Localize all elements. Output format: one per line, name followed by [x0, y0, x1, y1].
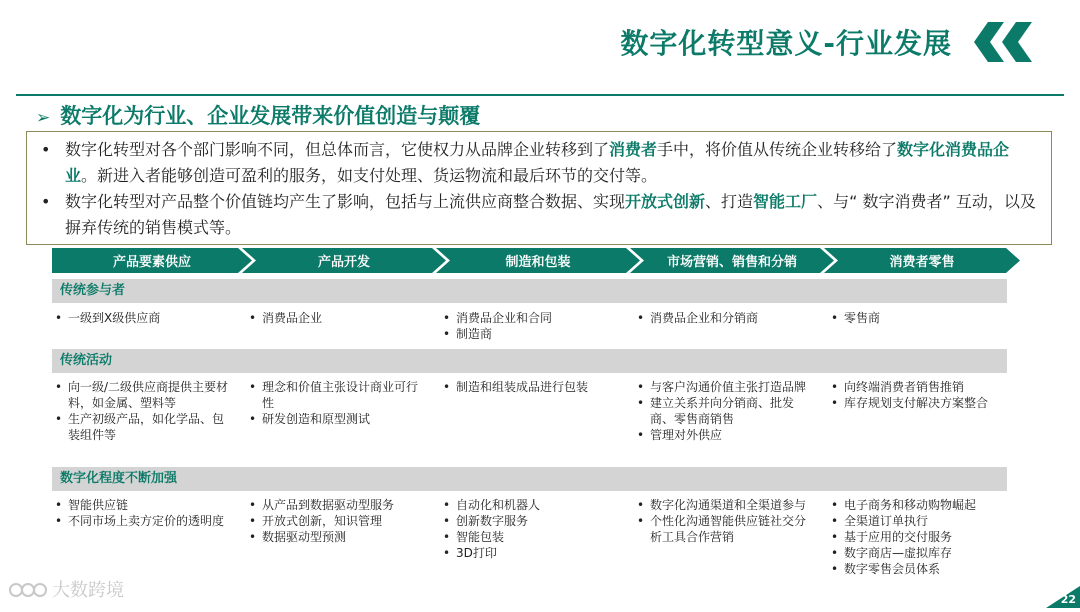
stage-product-supply	[52, 248, 252, 273]
header-divider	[16, 94, 1064, 96]
cell-list	[52, 310, 232, 326]
cell-list	[634, 310, 814, 326]
highlight-text: 消费者	[609, 140, 658, 159]
watermark	[8, 576, 124, 602]
summary-bullet	[37, 137, 1041, 189]
list-item: • 向终端消费者销售推销	[828, 379, 1008, 395]
highlight-text: 数字化消费品企业	[65, 140, 1010, 185]
list-item: • 3D打印	[440, 545, 620, 561]
cell-list	[440, 310, 620, 342]
list-item: • 智能包装	[440, 529, 620, 545]
list-item: • 开放式创新，知识管理	[246, 513, 426, 529]
list-item: • 消费品企业和合同	[440, 310, 620, 326]
list-item: • 智能供应链	[52, 497, 232, 513]
list-item: • 数字商店—虚拟库存	[828, 545, 1008, 561]
cell-list	[828, 379, 1008, 411]
list-item: • 与客户沟通价值主张打造品牌	[634, 379, 814, 395]
double-chevron-left-icon	[970, 20, 1040, 64]
arrow-bullet-icon: ➢	[36, 108, 51, 128]
highlight-text: 开放式创新	[625, 192, 706, 211]
band-traditional-activities: 传统活动	[52, 349, 1007, 373]
cell-list	[246, 379, 426, 427]
list-item: • 数字零售会员体系	[828, 561, 1008, 577]
cell-list	[828, 310, 1008, 326]
list-item: • 消费品企业和分销商	[634, 310, 814, 326]
list-item: • 管理对外供应	[634, 427, 814, 443]
watermark-text: 大数跨境	[52, 580, 124, 601]
subtitle-text: 数字化为行业、企业发展带来价值创造与颠覆	[60, 104, 481, 128]
summary-text: 、打造	[705, 192, 754, 211]
list-item: • 不同市场上卖方定价的透明度	[52, 513, 232, 529]
cell-list	[246, 497, 426, 545]
stage-consumer-retail	[824, 248, 1020, 273]
cell-list	[52, 379, 232, 443]
summary-text: 数字化转型对各个部门影响不同，但总体而言，它使权力从品牌企业转移到了	[65, 140, 610, 159]
list-item: • 个性化沟通智能供应链社交分析工具合作营销	[634, 513, 814, 545]
band-traditional-participants: 传统参与者	[52, 279, 1007, 303]
cell-list	[440, 379, 620, 395]
summary-text: 手中，将价值从传统企业转移给了	[657, 140, 898, 159]
list-item: • 库存规划支付解决方案整合	[828, 395, 1008, 411]
list-item: • 消费品企业	[246, 310, 426, 326]
summary-box	[26, 131, 1052, 245]
list-item: • 数字化沟通渠道和全渠道参与	[634, 497, 814, 513]
cell-list	[440, 497, 620, 561]
stage-label: 产品开发	[317, 255, 370, 270]
page-title: 数字化转型意义-行业发展	[620, 27, 952, 60]
list-item: • 建立关系并向分销商、批发商、零售商销售	[634, 395, 814, 427]
summary-text: 。新进入者能够创造可盈利的服务，如支付处理、货运物流和最后环节的交付等。	[81, 166, 658, 185]
list-item: • 基于应用的交付服务	[828, 529, 1008, 545]
logo-icon	[8, 578, 48, 600]
list-item: • 自动化和机器人	[440, 497, 620, 513]
stage-product-development	[242, 248, 446, 273]
cell-list	[828, 497, 1008, 577]
list-item: • 从产品到数据驱动型服务	[246, 497, 426, 513]
list-item: • 生产初级产品，如化学品、包装组件等	[52, 411, 232, 443]
stage-label: 制造和包装	[505, 255, 571, 270]
cell-list	[246, 310, 426, 326]
list-item: • 制造商	[440, 326, 620, 342]
value-chain-stages	[52, 248, 1020, 273]
list-item: • 研发创造和原型测试	[246, 411, 426, 427]
list-item: • 全渠道订单执行	[828, 513, 1008, 529]
list-item: • 数据驱动型预测	[246, 529, 426, 545]
stage-manufacturing-packaging	[436, 248, 640, 273]
stage-marketing-sales	[630, 248, 834, 273]
list-item: • 制造和组装成品进行包装	[440, 379, 620, 395]
list-item: • 零售商	[828, 310, 1008, 326]
summary-text: 、与“ 数字消费者” 互动，以及摒弃传统的销售模式等。	[65, 192, 1036, 237]
list-item: • 理念和价值主张设计商业可行性	[246, 379, 426, 411]
stage-label: 市场营销、销售和分销	[666, 255, 797, 270]
cell-list	[634, 379, 814, 443]
summary-text: 数字化转型对产品整个价值链均产生了影响，包括与上流供应商整合数据、实现	[65, 192, 626, 211]
summary-bullet	[37, 189, 1041, 241]
list-item: • 创新数字服务	[440, 513, 620, 529]
list-item: • 一级到X级供应商	[52, 310, 232, 326]
section-subtitle	[36, 100, 480, 130]
list-item: • 电子商务和移动购物崛起	[828, 497, 1008, 513]
list-item: • 向一级/二级供应商提供主要材料，如金属、塑料等	[52, 379, 232, 411]
stage-label: 产品要素供应	[112, 255, 191, 270]
cell-list	[634, 497, 814, 545]
page-number-text: 22	[1060, 593, 1076, 606]
stage-label: 消费者零售	[889, 255, 955, 270]
cell-list	[52, 497, 232, 529]
page-number	[1046, 586, 1080, 608]
highlight-text: 智能工厂	[753, 192, 818, 211]
band-digitalization: 数字化程度不断加强	[52, 467, 1007, 491]
